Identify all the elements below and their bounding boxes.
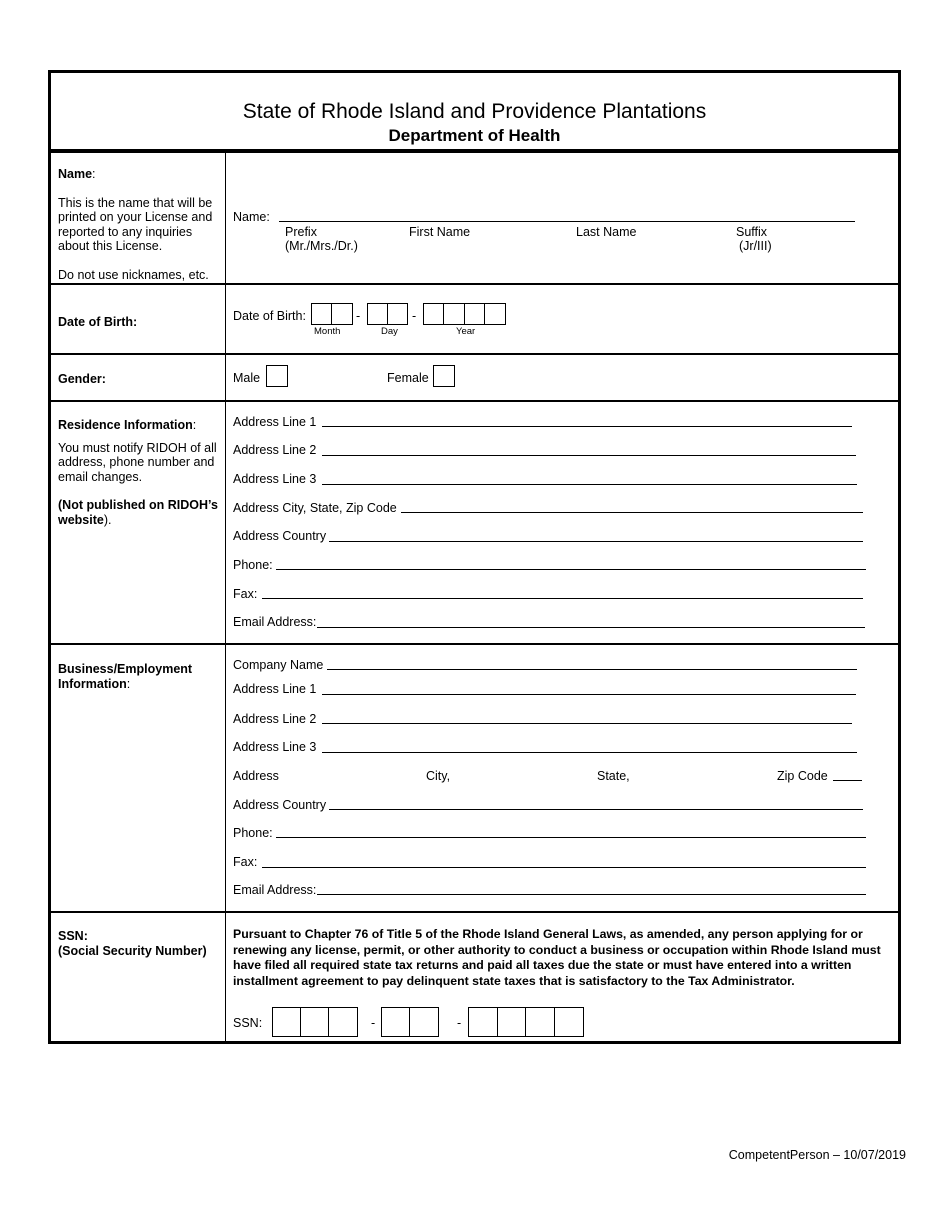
business-row: Business/Employment Information: Company Name Address Line 1 Address Line 2 Address Line 3 Address City, State, Zip Code Address Country Phone: Fax: Email Address:: [51, 645, 898, 913]
prefix-hint: (Mr./Mrs./Dr.): [285, 239, 358, 253]
name-desc: This is the name that will be printed on your License and reported to any inquiries about this License.: [58, 195, 213, 253]
name-description: Name: This is the name that will be printed on your License and reported to any inquiries about this License. Do not use nicknames, etc.: [51, 153, 226, 283]
bus-zip-input[interactable]: [833, 780, 862, 781]
bus-address3-label: Address Line 3: [233, 740, 317, 754]
name-note: Do not use nicknames, etc.: [58, 267, 209, 282]
bus-city-label: City,: [426, 769, 451, 783]
res-country-label: Address Country: [233, 529, 327, 543]
residence-row: Residence Information: You must notify RIDOH of all address, phone number and email changes. (Not published on RIDOH’s website). Address Line 1 Address Line 2 Address Line 3 Address City, State, Zip Code Address Country Phone: Fax: Email Address:: [51, 402, 898, 645]
form-title: State of Rhode Island and Providence Plantations: [242, 100, 707, 123]
bus-company-label: Company Name: [233, 658, 324, 672]
bus-address1-label: Address Line 1: [233, 682, 317, 696]
dob-year-boxes[interactable]: [423, 303, 506, 325]
year-caption: Year: [456, 326, 476, 337]
prefix-label: Prefix: [285, 225, 317, 239]
dob-section-label: Date of Birth:: [58, 315, 138, 329]
res-phone-label: Phone:: [233, 558, 273, 572]
license-form: [48, 70, 901, 1044]
form-header: [51, 73, 898, 153]
dob-separator: -: [412, 309, 417, 323]
dob-row: [51, 285, 898, 355]
last-name-label: Last Name: [576, 225, 637, 239]
gender-section-label: Gender:: [58, 372, 106, 386]
residence-desc: You must notify RIDOH of all address, phone number and email changes.: [58, 440, 217, 484]
name-field-label: Name:: [233, 210, 270, 224]
bus-email-label: Email Address:: [233, 883, 317, 897]
suffix-label: Suffix: [736, 225, 768, 239]
bus-zip-label: Zip Code: [777, 769, 828, 783]
res-city-label: Address City, State, Zip Code: [233, 501, 397, 515]
res-address1-label: Address Line 1: [233, 415, 317, 429]
res-fax-label: Fax:: [233, 587, 258, 601]
bus-address3-input[interactable]: [322, 752, 857, 753]
dob-month-boxes[interactable]: [311, 303, 353, 325]
ssn-tax-notice: Pursuant to Chapter 76 of Title 5 of the Rhode Island General Laws, as amended, any person applying for or renewing any license, permit, or other authority to conduct a business or occupation within Rhode Island must have filed all required state tax returns and paid all taxes due the state or must have entered into a written installment agreement to pay delinquent state taxes that is satisfactory to the Tax Administrator.: [233, 927, 881, 988]
bus-address2-label: Address Line 2: [233, 712, 317, 726]
ssn-section-label: SSN:: [58, 929, 88, 943]
ssn-row: [51, 913, 898, 1041]
res-address3-input[interactable]: [322, 484, 857, 485]
res-country-input[interactable]: [329, 541, 863, 542]
res-fax-input[interactable]: [262, 598, 863, 599]
bus-phone-label: Phone:: [233, 826, 273, 840]
ssn-section-label2: (Social Security Number): [58, 943, 207, 958]
bus-address1-input[interactable]: [322, 694, 856, 695]
res-phone-input[interactable]: [276, 569, 866, 570]
name-section-label: Name: [58, 167, 93, 181]
ssn-group-boxes[interactable]: [381, 1007, 439, 1037]
name-input-line[interactable]: [279, 221, 855, 222]
ssn-separator: -: [457, 1016, 462, 1030]
ssn-field-label: SSN:: [233, 1016, 263, 1030]
residence-section-label: Residence Information: [58, 418, 193, 432]
residence-note: (Not published on RIDOH’s website: [58, 498, 218, 527]
bus-phone-input[interactable]: [276, 837, 866, 838]
ssn-separator: -: [371, 1016, 376, 1030]
business-section-label: Business/Employment Information: [58, 662, 193, 691]
dob-separator: -: [356, 309, 361, 323]
bus-address-label: Address: [233, 769, 279, 783]
res-address3-label: Address Line 3: [233, 472, 317, 486]
male-checkbox[interactable]: [266, 365, 288, 387]
res-address1-input[interactable]: [322, 426, 852, 427]
bus-company-input[interactable]: [327, 669, 857, 670]
ssn-area-boxes[interactable]: [272, 1007, 358, 1037]
dob-day-boxes[interactable]: [367, 303, 408, 325]
female-label: Female: [387, 371, 429, 385]
bus-fax-label: Fax:: [233, 855, 258, 869]
bus-state-label: State,: [597, 769, 630, 783]
male-label: Male: [233, 371, 261, 385]
first-name-label: First Name: [409, 225, 471, 239]
res-address2-label: Address Line 2: [233, 443, 317, 457]
form-subtitle: Department of Health: [388, 126, 561, 145]
bus-fax-input[interactable]: [262, 867, 866, 868]
name-row: [51, 153, 898, 285]
res-email-label: Email Address:: [233, 615, 317, 629]
female-checkbox[interactable]: [433, 365, 455, 387]
suffix-hint: (Jr/III): [739, 239, 772, 253]
bus-email-input[interactable]: [317, 894, 866, 895]
form-footer: CompetentPerson – 10/07/2019: [728, 1148, 906, 1162]
res-email-input[interactable]: [317, 627, 865, 628]
day-caption: Day: [381, 326, 398, 337]
month-caption: Month: [314, 326, 341, 337]
res-address2-input[interactable]: [322, 455, 856, 456]
bus-country-input[interactable]: [329, 809, 863, 810]
ssn-serial-boxes[interactable]: [468, 1007, 584, 1037]
bus-country-label: Address Country: [233, 798, 327, 812]
gender-row: [51, 355, 898, 402]
dob-field-label: Date of Birth:: [233, 309, 306, 323]
bus-address2-input[interactable]: [322, 723, 852, 724]
res-city-input[interactable]: [401, 512, 863, 513]
